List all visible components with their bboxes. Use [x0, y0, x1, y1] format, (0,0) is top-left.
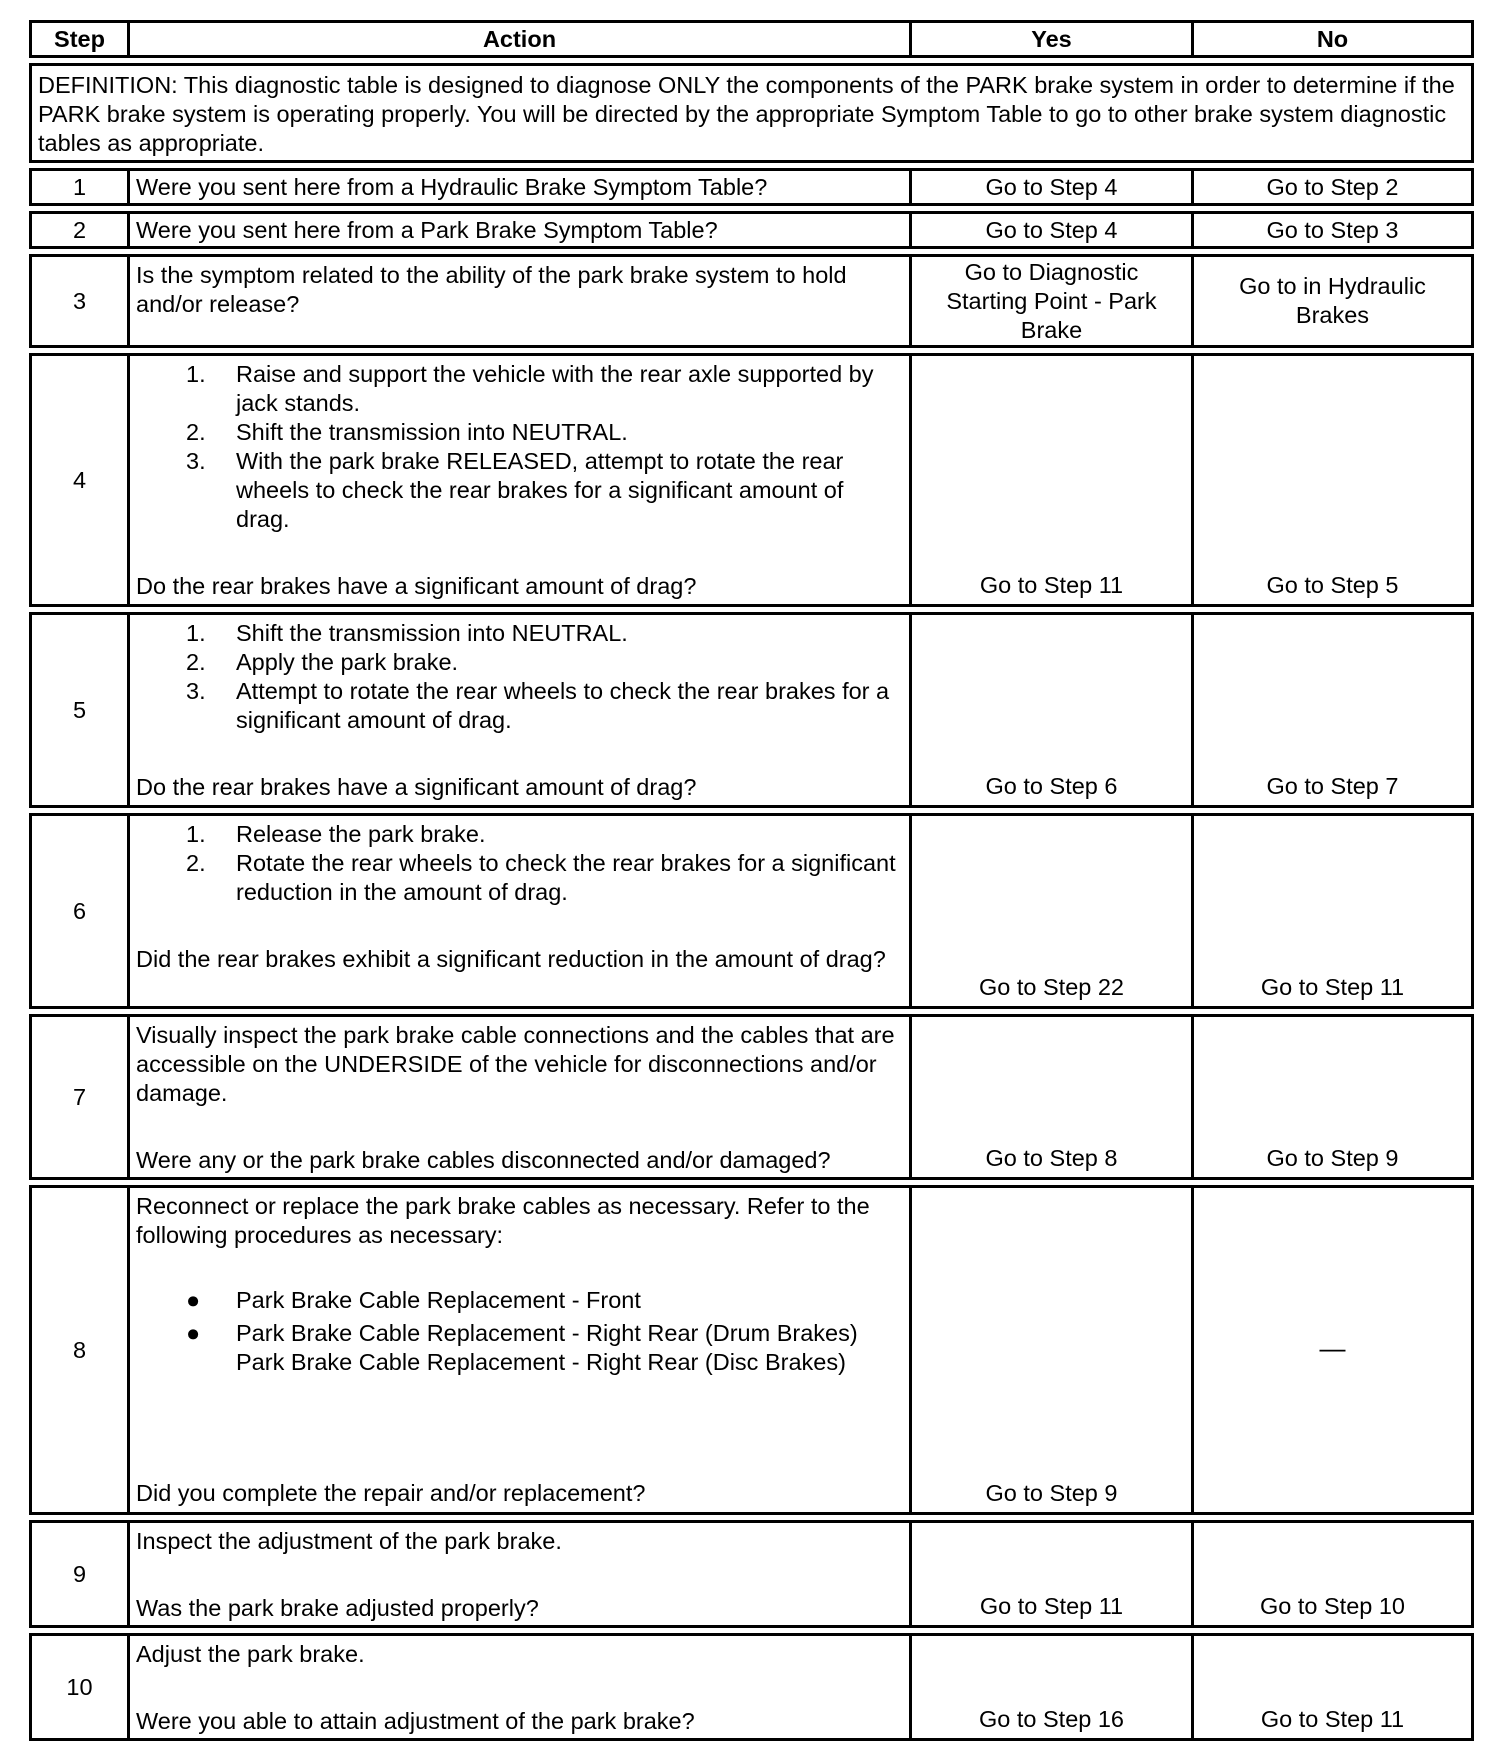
step-number: 9 [29, 1520, 127, 1628]
table-row [29, 813, 1474, 1009]
yes-cell: Go to Step 22 [909, 813, 1191, 1009]
header-row [29, 20, 1474, 58]
table-row [29, 612, 1474, 808]
action-cell [127, 1633, 909, 1741]
list-item: 2. Rotate the rear wheels to check the rear brakes for a significant reduction in the amount of drag. [186, 850, 896, 905]
no-cell: Go to in Hydraulic Brakes [1191, 254, 1474, 348]
list-item: 1. Release the park brake. [186, 821, 486, 847]
step-number: 10 [29, 1633, 127, 1741]
no-cell: Go to Step 7 [1191, 612, 1474, 808]
action-instruction: Visually inspect the park brake cable connections and the cables that are accessible on the UNDERSIDE of the vehicle for disconnections and/or damage. [136, 1022, 895, 1106]
yes-cell: Go to Step 4 [909, 168, 1191, 206]
action-question: Were you sent here from a Park Brake Symptom Table? [127, 211, 909, 249]
procedure-list [136, 619, 903, 735]
definition-text: DEFINITION: This diagnostic table is designed to diagnose ONLY the components of the PARK brake system in order to determine if the PARK brake system is operating properly. You will be directed by the appropriate Symptom Table to go to other brake system diagnostic tables as appropriate. [29, 63, 1474, 163]
action-cell [127, 1014, 909, 1180]
no-cell: Go to Step 3 [1191, 211, 1474, 249]
list-item: ● Park Brake Cable Replacement - Front [186, 1287, 641, 1313]
procedure-list [136, 360, 903, 534]
action-question: Do the rear brakes have a significant amount of drag? [136, 774, 697, 800]
action-question: Was the park brake adjusted properly? [136, 1595, 539, 1621]
table-row [29, 1185, 1474, 1515]
header-step: Step [29, 20, 127, 58]
action-question: Were you able to attain adjustment of the park brake? [136, 1708, 695, 1734]
yes-cell: Go to Step 8 [909, 1014, 1191, 1180]
step-number: 6 [29, 813, 127, 1009]
action-instruction: Inspect the adjustment of the park brake. [136, 1528, 562, 1554]
list-item: 3. Attempt to rotate the rear wheels to check the rear brakes for a significant amount of drag. [186, 678, 890, 733]
yes-cell: Go to Step 9 [909, 1185, 1191, 1515]
table-row [29, 1633, 1474, 1741]
list-item: 2. Apply the park brake. [186, 649, 459, 675]
action-instruction: Reconnect or replace the park brake cables as necessary. Refer to the following procedures as necessary: [136, 1193, 870, 1248]
step-number: 2 [29, 211, 127, 249]
header-action: Action [127, 20, 909, 58]
table-row [29, 254, 1474, 348]
action-cell [127, 813, 909, 1009]
yes-cell: Go to Diagnostic Starting Point - Park Brake [909, 254, 1191, 348]
table-row [29, 211, 1474, 249]
no-cell: Go to Step 11 [1191, 1633, 1474, 1741]
table-row [29, 353, 1474, 607]
no-cell: Go to Step 5 [1191, 353, 1474, 607]
procedure-list [136, 1286, 903, 1377]
step-number: 3 [29, 254, 127, 348]
step-number: 1 [29, 168, 127, 206]
list-item: 3. With the park brake RELEASED, attempt to rotate the rear wheels to check the rear brakes for a significant amount of drag. [186, 448, 844, 532]
no-cell: Go to Step 2 [1191, 168, 1474, 206]
action-question: Did you complete the repair and/or replacement? [136, 1480, 646, 1506]
action-cell [127, 1520, 909, 1628]
action-question: Did the rear brakes exhibit a significant reduction in the amount of drag? [136, 946, 886, 972]
list-item: ● Park Brake Cable Replacement - Right Rear (Drum Brakes) Park Brake Cable Replacement - Right Rear (Disc Brakes) [186, 1320, 858, 1375]
procedure-list [136, 820, 903, 907]
step-number: 7 [29, 1014, 127, 1180]
yes-cell: Go to Step 16 [909, 1633, 1191, 1741]
action-question: Do the rear brakes have a significant amount of drag? [136, 573, 697, 599]
yes-cell: Go to Step 6 [909, 612, 1191, 808]
table-row [29, 1520, 1474, 1628]
header-no: No [1191, 20, 1474, 58]
header-yes: Yes [909, 20, 1191, 58]
action-instruction: Adjust the park brake. [136, 1641, 365, 1667]
step-number: 5 [29, 612, 127, 808]
no-cell: Go to Step 10 [1191, 1520, 1474, 1628]
table-row [29, 168, 1474, 206]
action-cell [127, 612, 909, 808]
definition-row [29, 63, 1474, 163]
diagnostic-table [29, 15, 1474, 1746]
no-cell: Go to Step 9 [1191, 1014, 1474, 1180]
step-number: 8 [29, 1185, 127, 1515]
no-cell: — [1191, 1185, 1474, 1515]
no-cell: Go to Step 11 [1191, 813, 1474, 1009]
action-cell [127, 1185, 909, 1515]
list-item: 2. Shift the transmission into NEUTRAL. [186, 419, 628, 445]
yes-cell: Go to Step 4 [909, 211, 1191, 249]
table-row [29, 1014, 1474, 1180]
list-item: 1. Raise and support the vehicle with the rear axle supported by jack stands. [186, 361, 874, 416]
action-cell [127, 353, 909, 607]
action-question: Were any or the park brake cables disconnected and/or damaged? [136, 1147, 831, 1173]
yes-cell: Go to Step 11 [909, 353, 1191, 607]
step-number: 4 [29, 353, 127, 607]
action-question: Is the symptom related to the ability of the park brake system to hold and/or release? [127, 254, 909, 348]
yes-cell: Go to Step 11 [909, 1520, 1191, 1628]
list-item: 1. Shift the transmission into NEUTRAL. [186, 620, 628, 646]
action-question: Were you sent here from a Hydraulic Brake Symptom Table? [127, 168, 909, 206]
